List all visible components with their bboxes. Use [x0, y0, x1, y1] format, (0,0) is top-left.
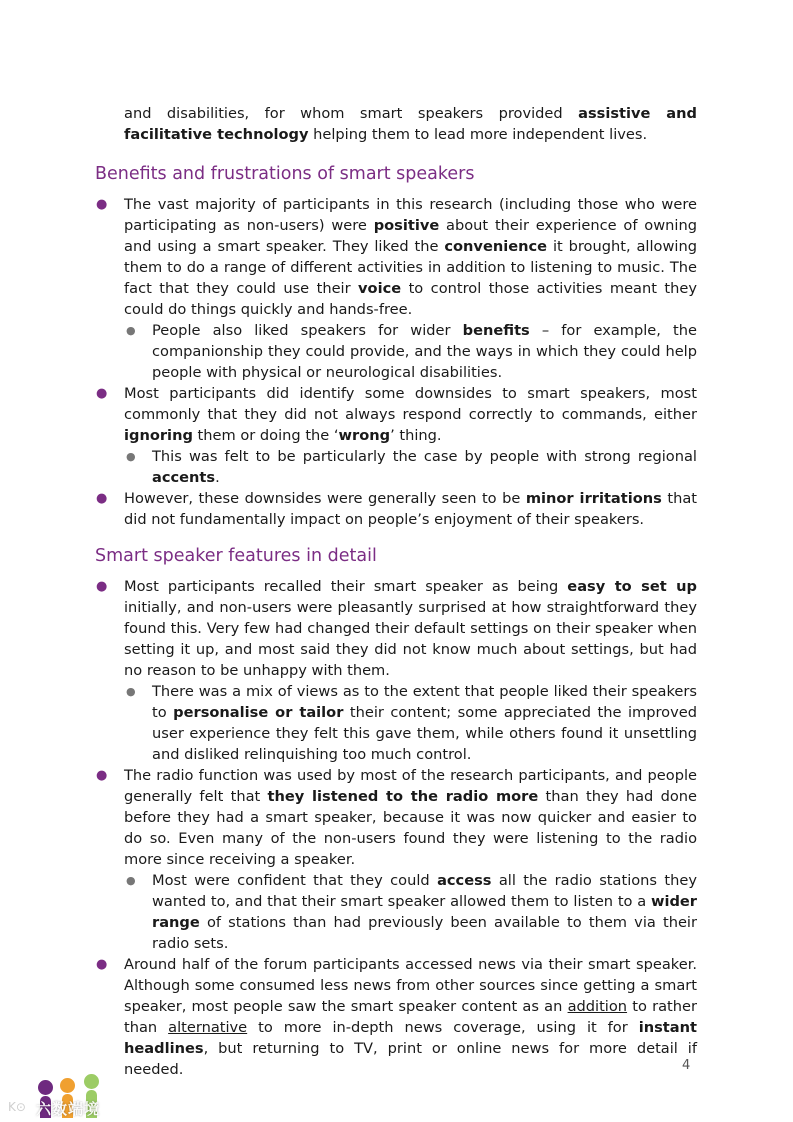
bullet-icon: ●: [96, 386, 108, 401]
list-item: ● The radio function was used by most of the research participants, and people generally felt that they listened to the radio more than they had done before they had a smart speaker, because it was now quicker and easier to do so. Even many of the non-users found they were listening to the radio more since receiving a speaker. ● Most were confident that they could access all the radio stations they wanted to, and that their smart speaker allowed them to listen to a wider range of stations than had previously been available to them via their radio sets.: [96, 767, 697, 952]
bullet-icon: ●: [96, 579, 108, 594]
bullet-list-features: [0, 576, 793, 1080]
text: and disabilities, for whom smart speakers provided: [124, 105, 579, 122]
bullet-list-benefits: [0, 194, 793, 530]
sub-list-item: ● There was a mix of views as to the extent that people liked their speakers to personalise or tailor their content; some appreciated the improved user experience they felt this gave them, while others found it unsettling and disliked relinquishing too much control.: [126, 683, 697, 763]
bullet-icon: ●: [96, 197, 108, 212]
bold-text: assistive and facilitative technology: [124, 105, 697, 143]
page-number: 4: [682, 1058, 691, 1073]
sub-list-item: ● Most were confident that they could access all the radio stations they wanted to, and that their smart speaker allowed them to listen to a wider range of stations than had previously been available to them via their radio sets.: [126, 872, 697, 952]
sub-list-item: ● This was felt to be particularly the case by people with strong regional accents.: [126, 448, 697, 486]
watermark-prefix: K⊙: [8, 1100, 26, 1114]
bullet-icon: ●: [96, 957, 108, 972]
sub-bullet-icon: ●: [126, 874, 136, 887]
logo-orange-dot: [60, 1078, 75, 1093]
bullet-icon: ●: [96, 768, 108, 783]
intro-paragraph: [124, 103, 697, 145]
sub-bullet-icon: ●: [126, 324, 136, 337]
sub-bullet-icon: ●: [126, 450, 136, 463]
list-item: ● Most participants recalled their smart speaker as being easy to set up initially, and non-users were pleasantly surprised at how straightforward they found this. Very few had changed their default settings on their speaker when setting it up, and most said they did not know much about settings, but had no reason to be unhappy with them. ● There was a mix of views as to the extent that people liked their speakers to personalise or tailor their content; some appreciated the improved user experience they felt this gave them, while others found it unsettling and disliked relinquishing too much control.: [96, 578, 697, 763]
sub-list-item: ● People also liked speakers for wider benefits – for example, the companionship they could provide, and the ways in which they could help people with physical or neurological disabilities.: [126, 322, 697, 381]
text: helping them to lead more independent lives.: [308, 126, 648, 143]
bullet-icon: ●: [96, 491, 108, 506]
logo-purple-dot: [38, 1080, 53, 1095]
list-item: ● The vast majority of participants in this research (including those who were participating as non-users) were positive about their experience of owning and using a smart speaker. They liked the convenience it brought, allowing them to do a range of different activities in addition to listening to music. The fact that they could use their voice to control those activities meant they could do things quickly and hands-free. ● People also liked speakers for wider benefits – for example, the companionship they could provide, and the ways in which they could help people with physical or neurological disabilities.: [96, 196, 697, 381]
list-item: ● Most participants did identify some downsides to smart speakers, most commonly that they did not always respond correctly to commands, either ignoring them or doing the ‘wrong’ thing. ● This was felt to be particularly the case by people with strong regional accents.: [96, 385, 697, 486]
section-heading-features: Smart speaker features in detail: [95, 546, 377, 566]
list-item: ● However, these downsides were generally seen to be minor irritations that did not fundamentally impact on people’s enjoyment of their speakers.: [96, 490, 697, 528]
list-item: ● Around half of the forum participants accessed news via their smart speaker. Although some consumed less news from other sources since getting a smart speaker, most people saw the smart speaker content as an addition to rather than alternative to more in-depth news coverage, using it for instant headlines, but returning to TV, print or online news for more detail if needed.: [96, 956, 698, 1078]
logo-green-dot: [84, 1074, 99, 1089]
watermark-text: 六数端境: [36, 1100, 101, 1118]
sub-bullet-icon: ●: [126, 685, 136, 698]
section-heading-benefits: Benefits and frustrations of smart speakers: [95, 164, 475, 184]
